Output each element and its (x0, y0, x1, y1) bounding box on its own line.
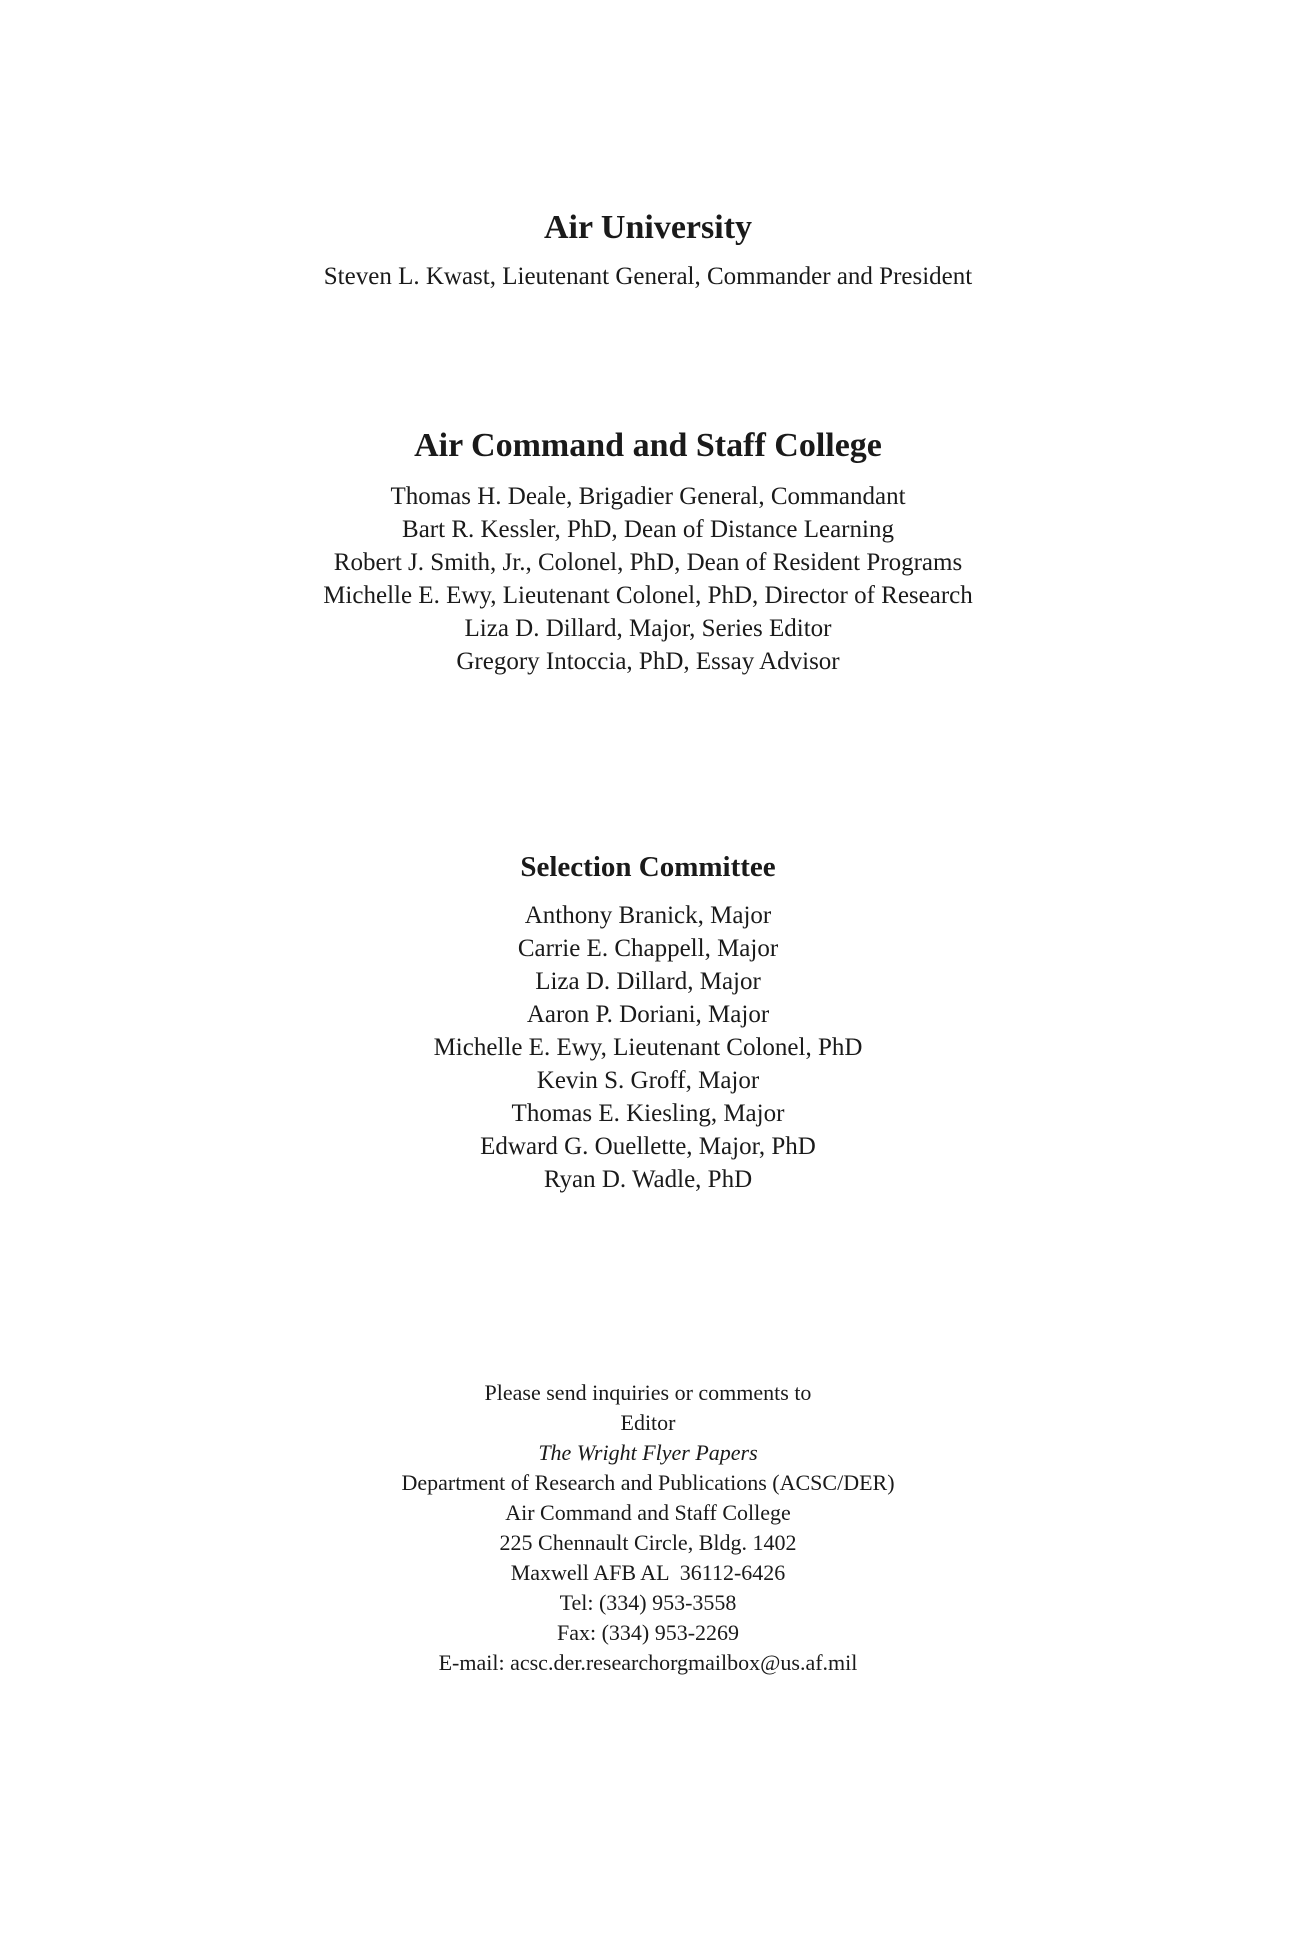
committee-member: Anthony Branick, Major (524, 902, 772, 929)
contact-department: Department of Research and Publications (ACSC/DER) (401, 1470, 895, 1495)
acsc-staff-line: Robert J. Smith, Jr., Colonel, PhD, Dean of Resident Programs (333, 549, 963, 576)
committee-member: Aaron P. Doriani, Major (526, 1001, 770, 1028)
contact-tel: Tel: (334) 953-3558 (559, 1590, 737, 1615)
contact-intro: Please send inquiries or comments to (484, 1380, 812, 1405)
contact-fax: Fax: (334) 953-2269 (556, 1620, 740, 1645)
committee-member: Liza D. Dillard, Major (535, 968, 761, 995)
acsc-staff-list (0, 480, 1296, 678)
selection-committee-list (0, 899, 1296, 1196)
air-university-heading: Air University (543, 209, 753, 246)
contact-section (0, 1378, 1296, 1678)
committee-member: Kevin S. Groff, Major (536, 1067, 760, 1094)
acsc-heading: Air Command and Staff College (414, 427, 882, 464)
committee-member: Carrie E. Chappell, Major (517, 935, 779, 962)
contact-recipient: Editor (620, 1410, 676, 1435)
acsc-staff-line: Gregory Intoccia, PhD, Essay Advisor (456, 648, 840, 675)
contact-publication: The Wright Flyer Papers (538, 1440, 758, 1465)
acsc-staff-line: Bart R. Kessler, PhD, Dean of Distance Learning (402, 516, 894, 543)
committee-member: Thomas E. Kiesling, Major (511, 1100, 785, 1127)
contact-street: 225 Chennault Circle, Bldg. 1402 (499, 1530, 797, 1555)
committee-member: Ryan D. Wadle, PhD (543, 1166, 753, 1193)
acsc-staff-line: Liza D. Dillard, Major, Series Editor (464, 615, 832, 642)
selection-committee-section (0, 849, 1296, 1196)
acsc-staff-line: Thomas H. Deale, Brigadier General, Commandant (390, 483, 906, 510)
selection-committee-heading: Selection Committee (520, 851, 776, 883)
committee-member: Michelle E. Ewy, Lieutenant Colonel, PhD (433, 1034, 863, 1061)
air-university-section (0, 208, 1296, 293)
contact-email[interactable]: E-mail: acsc.der.researchorgmailbox@us.af.mil (438, 1650, 858, 1675)
contact-city: Maxwell AFB AL 36112-6426 (510, 1560, 786, 1585)
acsc-staff-line: Michelle E. Ewy, Lieutenant Colonel, PhD, Director of Research (323, 582, 973, 609)
contact-college: Air Command and Staff College (505, 1500, 791, 1525)
air-university-commander: Steven L. Kwast, Lieutenant General, Commander and President (323, 263, 973, 290)
acsc-section (0, 426, 1296, 678)
committee-member: Edward G. Ouellette, Major, PhD (480, 1133, 816, 1160)
